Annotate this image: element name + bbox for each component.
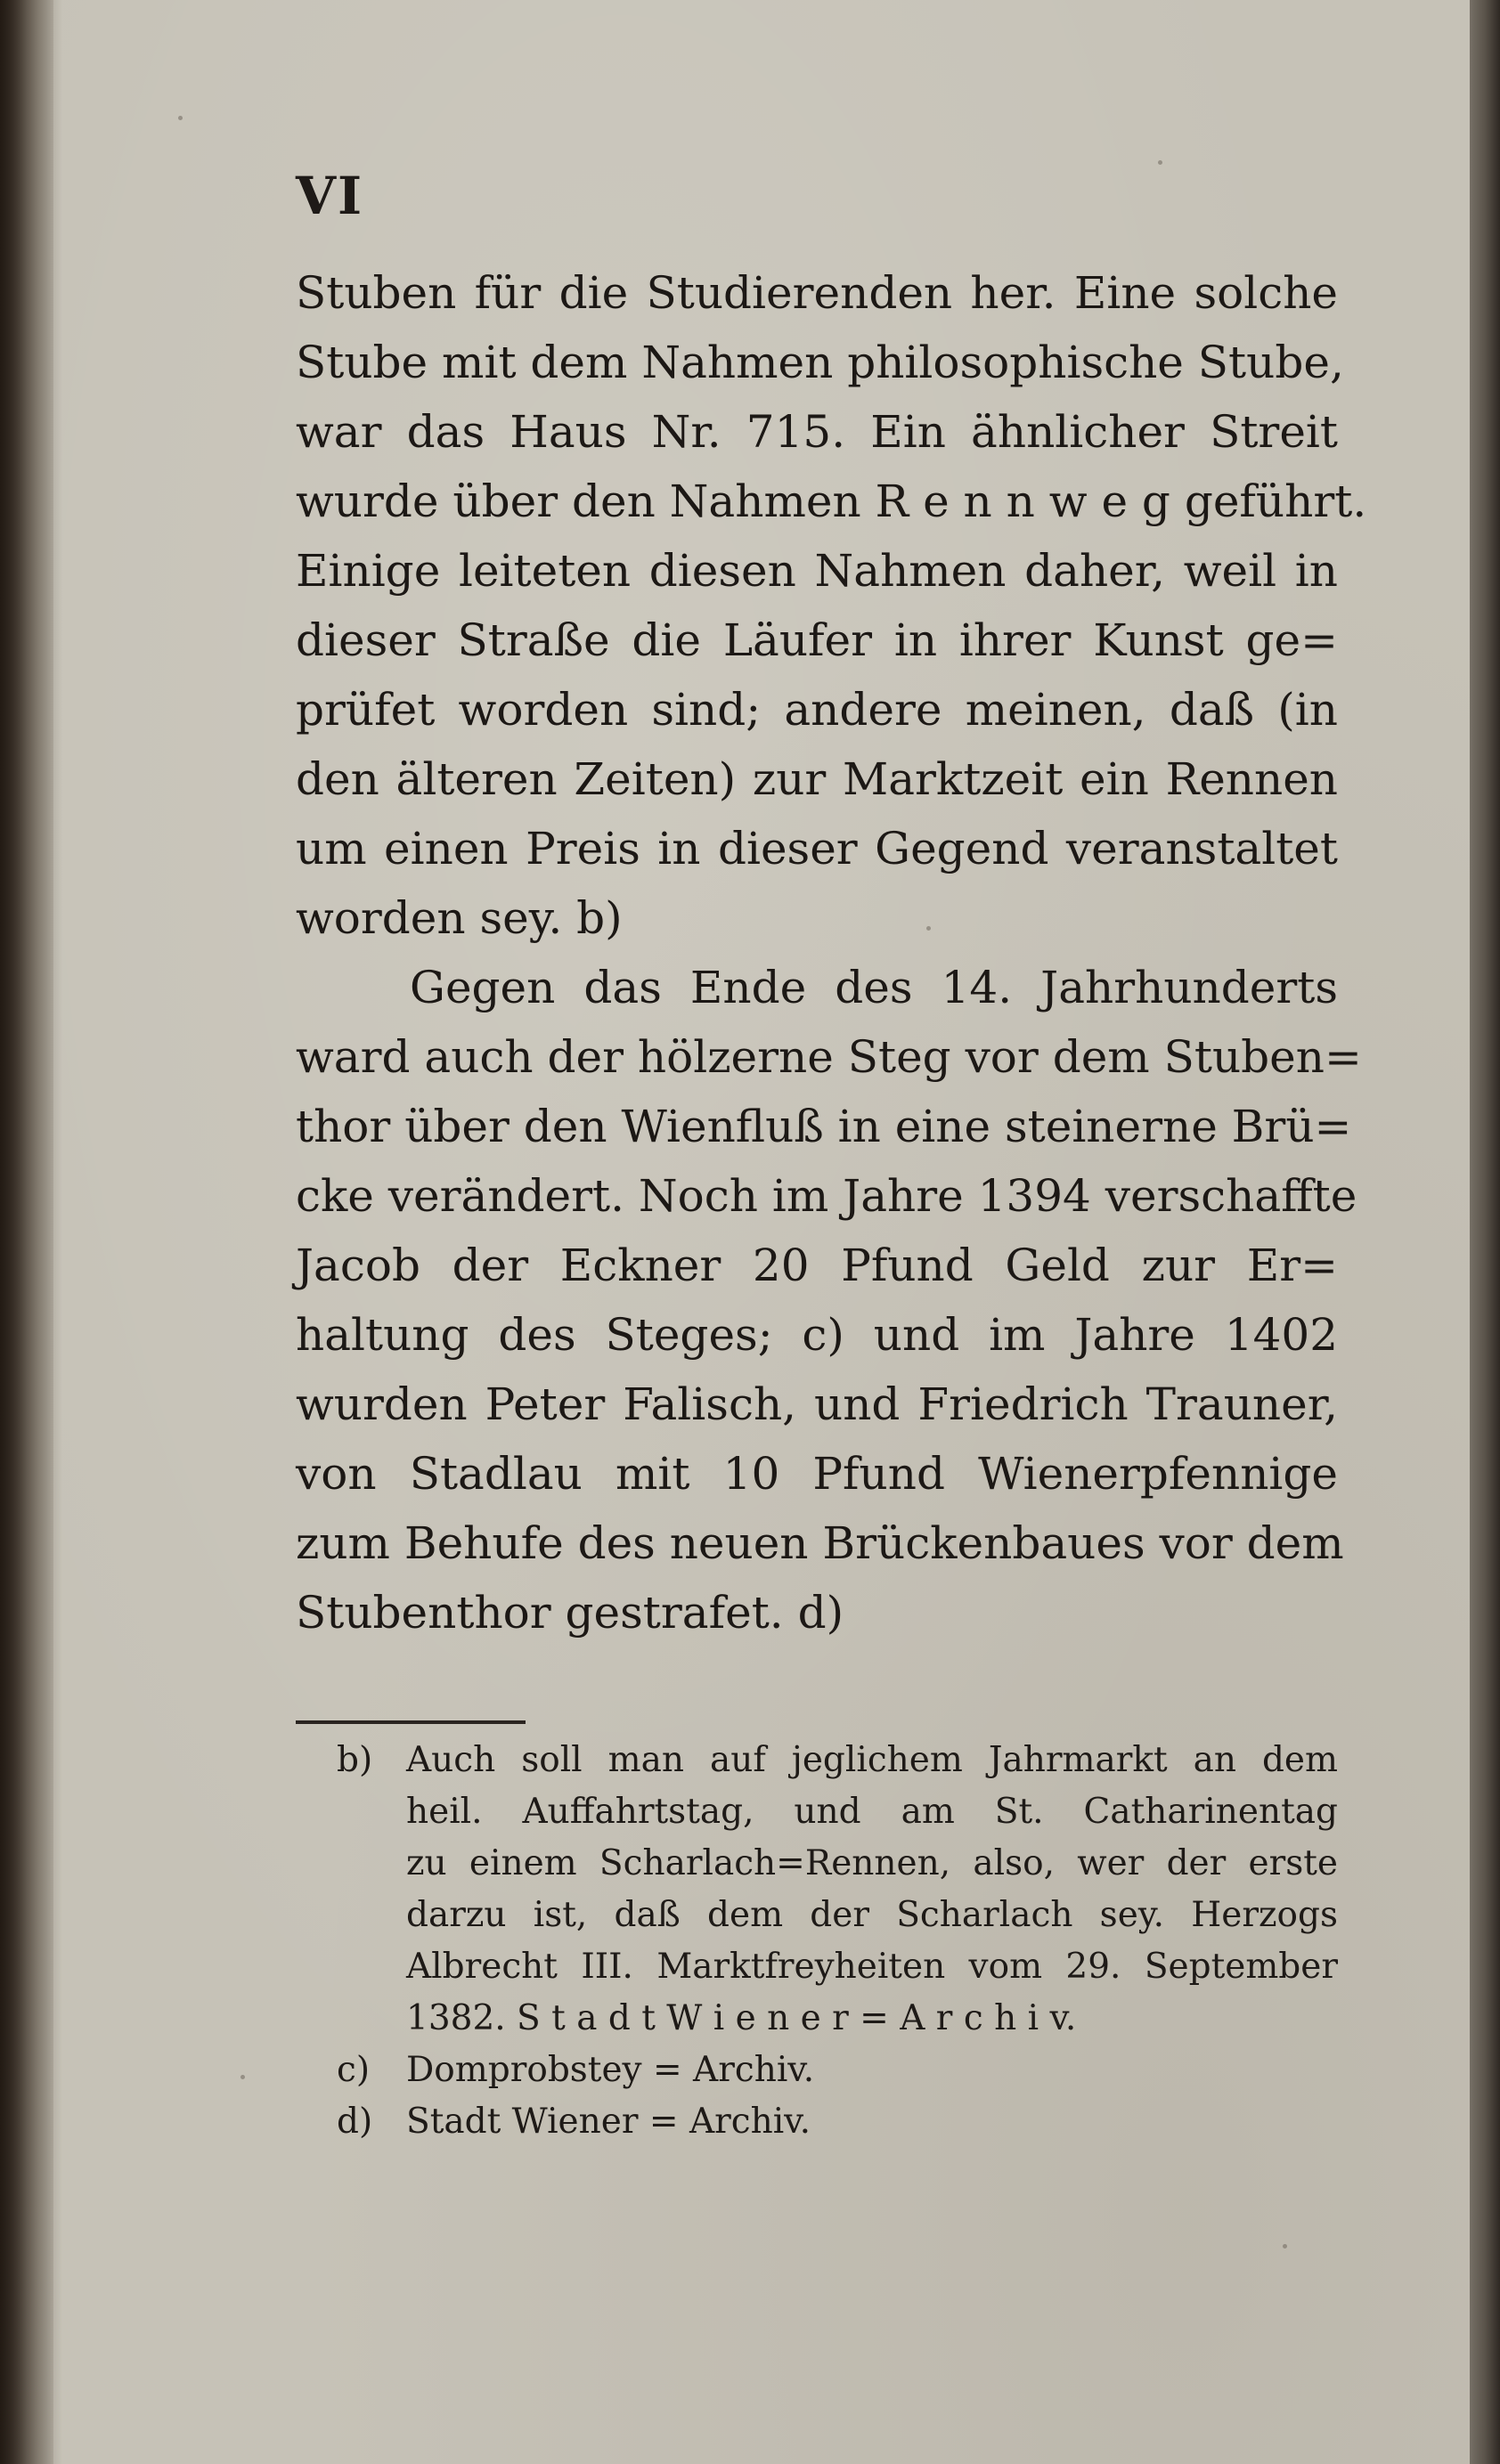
text-line: Stubenthor gestrafet. d) <box>296 1587 844 1639</box>
footnote-line: heil. Auffahrtstag, und am St. Catharinentag <box>406 1792 1338 1832</box>
footnote-rule <box>296 1720 526 1724</box>
text-line: wurde über den Nahmen R e n n w e g geführt. <box>296 476 1367 527</box>
footnote-line: Domprobstey = Archiv. <box>406 2050 815 2090</box>
footnote-d <box>337 2096 1338 2148</box>
text-line: wurden Peter Falisch, und Friedrich Trauner, <box>296 1378 1338 1430</box>
footnote-line: Stadt Wiener = Archiv. <box>406 2102 811 2142</box>
text-line: Jacob der Eckner 20 Pfund Geld zur Er= <box>296 1240 1338 1291</box>
text-line: thor über den Wienfluß in eine steinerne Brü= <box>296 1101 1352 1152</box>
paper-speck <box>240 2075 245 2079</box>
text-line: zum Behufe des neuen Brückenbaues vor dem <box>296 1517 1344 1569</box>
footnote-c <box>337 2045 1338 2096</box>
paper-speck <box>178 116 183 120</box>
footnote-line: 1382. S t a d t W i e n e r = A r c h i v. <box>406 1998 1077 2038</box>
text-line: um einen Preis in dieser Gegend veranstaltet <box>296 823 1338 874</box>
text-line: Einige leiteten diesen Nahmen daher, weil in <box>296 545 1338 597</box>
text-line: prüfet worden sind; andere meinen, daß (in <box>296 684 1338 736</box>
text-line: war das Haus Nr. 715. Ein ähnlicher Streit <box>296 406 1338 458</box>
text-line: Stube mit dem Nahmen philosophische Stube, <box>296 337 1344 388</box>
footnotes <box>337 1735 1338 2148</box>
text-line: ward auch der hölzerne Steg vor dem Stuben= <box>296 1031 1362 1083</box>
text-line: worden sey. b) <box>296 892 623 944</box>
text-line: von Stadlau mit 10 Pfund Wienerpfennige <box>296 1448 1338 1500</box>
footnote-line: darzu ist, daß dem der Scharlach sey. Herzogs <box>406 1895 1338 1935</box>
text-line: Stuben für die Studierenden her. Eine solche <box>296 267 1338 319</box>
text-line: dieser Straße die Läufer in ihrer Kunst ge= <box>296 614 1338 666</box>
page-number: VI <box>296 166 364 226</box>
footnote-mark: c) <box>337 2050 371 2090</box>
text-line: den älteren Zeiten) zur Marktzeit ein Rennen <box>296 753 1338 805</box>
footnote-mark: b) <box>337 1740 373 1780</box>
text-line: haltung des Steges; c) und im Jahre 1402 <box>296 1309 1338 1361</box>
paragraph-start-line: Gegen das Ende des 14. Jahrhunderts <box>410 962 1338 1013</box>
footnote-b <box>337 1735 1338 2045</box>
footnote-line: Auch soll man auf jeglichem Jahrmarkt an dem <box>406 1740 1338 1780</box>
footnote-line: zu einem Scharlach=Rennen, also, wer der erste <box>406 1843 1338 1883</box>
footnote-mark: d) <box>337 2102 373 2142</box>
paper-speck <box>1158 160 1162 165</box>
paper-speck <box>1283 2244 1287 2249</box>
footnote-line: Albrecht III. Marktfreyheiten vom 29. September <box>406 1947 1338 1987</box>
binding-shadow <box>0 0 62 2464</box>
main-text <box>296 258 1367 1647</box>
text-line: cke verändert. Noch im Jahre 1394 verschaffte <box>296 1170 1357 1222</box>
